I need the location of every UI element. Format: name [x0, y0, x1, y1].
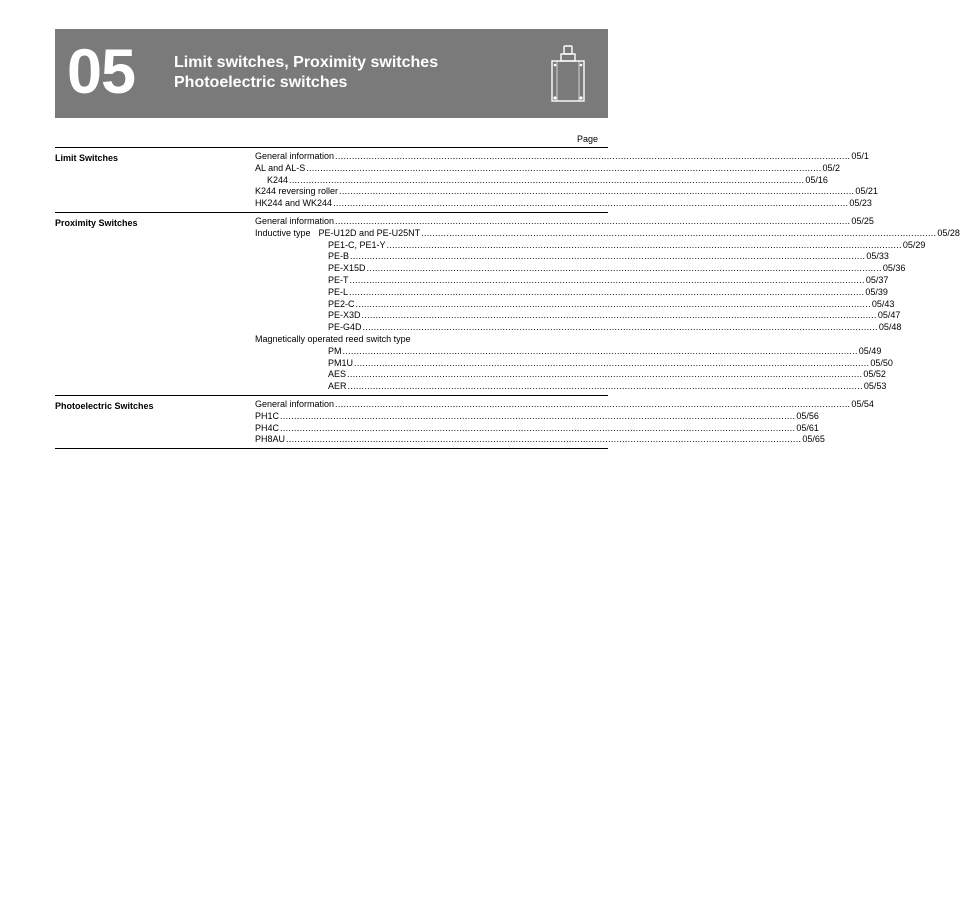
entry-page: 05/43	[871, 298, 895, 309]
entry-page: 05/56	[796, 410, 819, 421]
toc-entry[interactable]	[255, 286, 888, 299]
dot-leader: ........................................................................................................................................................................................	[347, 381, 863, 392]
toc-section-limit-switches	[55, 147, 878, 212]
toc-entry[interactable]	[255, 345, 882, 358]
entry-page: 05/48	[878, 322, 902, 333]
toc-entry[interactable]	[255, 215, 874, 228]
entry-label: General information	[255, 398, 335, 409]
toc-entry[interactable]	[255, 322, 902, 334]
entry-page: 05/21	[855, 186, 878, 197]
entry-page: 05/2	[822, 162, 841, 173]
dot-leader: ........................................................................................................................................................................................	[355, 298, 871, 309]
entry-page: 05/47	[877, 310, 901, 321]
dot-leader: ........................................................................................................................................................................................	[349, 274, 865, 285]
chapter-number: 05	[67, 37, 136, 107]
toc-entry[interactable]	[255, 422, 819, 435]
entry-prefix: Inductive type	[255, 227, 311, 238]
entry-label: AL and AL-S	[255, 162, 306, 173]
section-name: Limit Switches	[55, 153, 119, 163]
dot-leader: ........................................................................................................................................................................................	[347, 369, 863, 380]
dot-leader: ........................................................................................................................................................................................	[361, 310, 877, 321]
dot-leader: ........................................................................................................................................................................................	[366, 263, 882, 274]
entry-label: AES	[328, 369, 347, 380]
entry-label: AER	[328, 381, 347, 392]
entry-page: 05/37	[865, 274, 889, 285]
toc-entry[interactable]	[255, 310, 901, 322]
toc-section-proximity-switches	[55, 212, 960, 395]
toc-entry[interactable]	[255, 398, 874, 411]
entry-label: K244 reversing roller	[255, 186, 339, 197]
entry-label: PE2-C	[328, 298, 355, 309]
entry-page: 05/28	[937, 227, 960, 238]
toc-entry[interactable]	[255, 251, 889, 263]
dot-leader: ........................................................................................................................................................................................	[342, 345, 858, 356]
section-name: Proximity Switches	[55, 217, 138, 228]
entry-label: PE-L	[328, 286, 349, 297]
chapter-banner	[55, 29, 608, 118]
toc-entry[interactable]	[255, 298, 895, 311]
entry-label: PH1C	[255, 410, 280, 421]
entry-label: PE-T	[328, 274, 349, 285]
dot-leader: ........................................................................................................................................................................................	[354, 357, 870, 368]
chapter-title-line-2: Photoelectric switches	[174, 74, 348, 91]
dot-leader: ........................................................................................................................................................................................	[421, 227, 937, 238]
dot-leader: ........................................................................................................................................................................................	[286, 434, 802, 445]
toc-entry[interactable]	[255, 263, 906, 275]
chapter-title-line-1: Limit switches, Proximity switches	[174, 54, 439, 71]
entry-page: 05/23	[849, 198, 872, 209]
toc-entry[interactable]	[255, 381, 887, 393]
entry-label: PH4C	[255, 422, 280, 433]
entry-label: General information	[255, 215, 335, 226]
toc-entry[interactable]	[255, 162, 841, 175]
toc-entry[interactable]	[255, 151, 869, 163]
dot-leader: ........................................................................................................................................................................................	[333, 198, 849, 209]
dot-leader: ........................................................................................................................................................................................	[349, 286, 865, 297]
entry-page: 05/61	[796, 422, 819, 433]
entry-page: 05/25	[851, 215, 874, 226]
toc-entry[interactable]	[255, 434, 825, 446]
entry-page: 05/33	[866, 251, 889, 262]
toc-entry[interactable]	[255, 274, 889, 287]
chapter-title	[174, 53, 438, 93]
dot-leader: ........................................................................................................................................................................................	[289, 174, 805, 185]
toc-entry[interactable]	[255, 239, 926, 252]
dot-leader: ........................................................................................................................................................................................	[350, 251, 866, 262]
entry-label: PH8AU	[255, 434, 286, 445]
section-name: Photoelectric Switches	[55, 400, 154, 411]
entry-label: PE-B	[328, 251, 350, 262]
entry-label: PM	[328, 345, 342, 356]
entry-page: 05/1	[851, 151, 869, 161]
entry-label: PE-X15D	[328, 263, 366, 274]
entry-page: 05/52	[863, 369, 886, 380]
toc-entry[interactable]	[255, 186, 878, 198]
entry-label: PE-U12D and PE-U25NT	[318, 227, 421, 238]
toc-entry[interactable]	[255, 227, 960, 240]
dot-leader: ........................................................................................................................................................................................	[280, 422, 796, 433]
dot-leader: ........................................................................................................................................................................................	[386, 239, 902, 250]
entry-label: PE1-C, PE1-Y	[328, 239, 386, 250]
toc-entry[interactable]	[255, 369, 886, 381]
dot-leader: ........................................................................................................................................................................................	[306, 162, 822, 173]
entry-page: 05/50	[870, 357, 893, 368]
toc-entry[interactable]	[255, 410, 819, 423]
entry-label: K244	[267, 174, 289, 185]
table-of-contents	[55, 147, 960, 449]
entry-label: PM1U	[328, 357, 354, 368]
toc-entry[interactable]	[255, 357, 893, 370]
toc-section-photoelectric-switches	[55, 395, 874, 449]
dot-leader: ........................................................................................................................................................................................	[339, 186, 855, 197]
dot-leader: ........................................................................................................................................................................................	[335, 151, 851, 161]
entry-label: PE-G4D	[328, 322, 362, 333]
entry-page: 05/36	[882, 263, 906, 274]
page-column-label: Page	[576, 134, 598, 144]
entry-page: 05/39	[865, 286, 888, 297]
dot-leader: ........................................................................................................................................................................................	[362, 322, 878, 333]
limit-switch-icon	[550, 43, 586, 105]
entry-page: 05/65	[802, 434, 825, 445]
entry-page: 05/16	[805, 174, 828, 185]
dot-leader: ........................................................................................................................................................................................	[280, 410, 796, 421]
entry-subheading: Magnetically operated reed switch type	[255, 333, 411, 344]
entry-page: 05/53	[863, 381, 887, 392]
entry-page: 05/29	[902, 239, 926, 250]
entry-label: PE-X3D	[328, 310, 361, 321]
dot-leader: ........................................................................................................................................................................................	[335, 398, 851, 409]
dot-leader: ........................................................................................................................................................................................	[335, 215, 851, 226]
toc-entry[interactable]	[255, 198, 872, 210]
entry-page: 05/54	[851, 398, 874, 409]
entry-label: General information	[255, 151, 335, 161]
entry-label: HK244 and WK244	[255, 198, 333, 209]
page-column-header	[55, 125, 598, 145]
toc-entry[interactable]	[255, 174, 828, 187]
entry-page: 05/49	[858, 345, 882, 356]
